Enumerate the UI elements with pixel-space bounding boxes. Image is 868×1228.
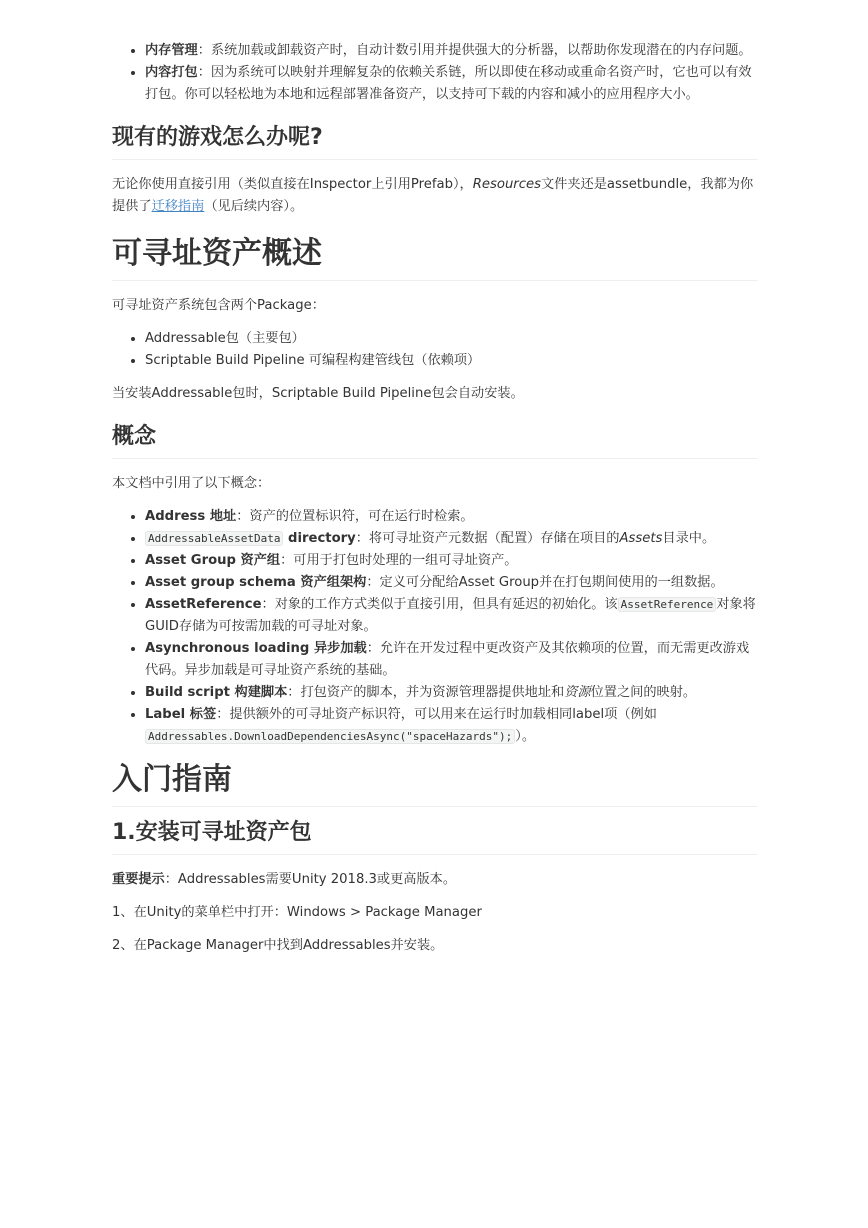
- list-item-text: ：系统加载或卸载资产时，自动计数引用并提供强大的分析器，以帮助你发现潜在的内存问题。: [197, 43, 752, 58]
- list-item: [145, 704, 757, 748]
- list-item-text: 对象将GUID存储为可按需加载的可寻址对象。: [145, 597, 756, 634]
- install-step-1: 1、在Unity的菜单栏中打开：Windows > Package Manager: [112, 905, 482, 920]
- list-item-text: 位置之间的映射。: [590, 685, 697, 700]
- list-item-lead: 内存管理: [145, 43, 198, 58]
- document-content: [112, 40, 757, 957]
- section-heading-overview: 可寻址资产概述: [112, 234, 757, 281]
- important-note: [112, 869, 757, 891]
- list-item: [145, 638, 757, 682]
- list-item: • Scriptable Build Pipeline 可编程构建管线包（依赖项）: [145, 350, 757, 372]
- list-item-lead: Build script 构建脚本: [145, 685, 288, 700]
- list-item: [145, 682, 757, 704]
- list-item-text: ：提供额外的可寻址资产标识符，可以用来在运行时加载相同label项（例如: [216, 707, 657, 722]
- resources-emphasis: Resources: [472, 177, 541, 192]
- list-item: [145, 594, 757, 638]
- list-item-text: 目录中。: [662, 531, 716, 546]
- inline-code: AddressableAssetData: [145, 531, 283, 546]
- list-item-text: ：资产的位置标识符，可在运行时检索。: [236, 509, 474, 524]
- important-lead: 重要提示: [112, 872, 165, 887]
- list-item-text: ：可用于打包时处理的一组可寻址资产。: [280, 553, 518, 568]
- package-list: [112, 328, 757, 372]
- list-item-lead: Asynchronous loading 异步加载: [145, 641, 367, 656]
- list-item-text: ）。: [515, 729, 536, 744]
- inline-code: AssetReference: [618, 597, 717, 612]
- install-step-2: 2、在Package Manager中找到Addressables并安装。: [112, 938, 444, 953]
- existing-games-paragraph: [112, 174, 757, 218]
- section-heading-concepts: 概念: [112, 421, 757, 459]
- overview-note: 当安装Addressable包时，Scriptable Build Pipeline包会自动安装。: [112, 386, 524, 401]
- list-item-text: ：将可寻址资产元数据（配置）存储在项目的: [355, 531, 620, 546]
- list-item: [145, 62, 757, 106]
- intro-feature-list: [112, 40, 757, 106]
- important-text: ：Addressables需要Unity 2018.3或更高版本。: [164, 872, 457, 887]
- resource-emphasis: 资源: [564, 685, 591, 700]
- list-item-text: ：因为系统可以映射并理解复杂的依赖关系链，所以即使在移动或重命名资产时，它也可以有效打包。你可以轻松地为本地和远程部署准备资产，以支持可下载的内容和减小的应用程序大小。: [145, 65, 752, 102]
- concepts-list: [112, 506, 757, 748]
- assets-emphasis: Assets: [619, 531, 663, 546]
- list-item: [145, 572, 757, 594]
- list-item: • Addressable包（主要包）: [145, 328, 757, 350]
- inline-code: Addressables.DownloadDependenciesAsync("spaceHazards");: [145, 729, 515, 744]
- list-item-lead: 内容打包: [145, 65, 198, 80]
- list-item: [145, 528, 757, 550]
- migration-guide-link[interactable]: 迁移指南: [151, 199, 205, 214]
- section-heading-existing-games: 现有的游戏怎么办呢?: [112, 122, 757, 160]
- list-item-lead: Address 地址: [145, 509, 237, 524]
- list-item: [145, 550, 757, 572]
- list-item-lead: Asset group schema 资产组架构: [145, 575, 367, 590]
- concepts-intro: 本文档中引用了以下概念：: [112, 476, 271, 491]
- list-item-lead: Asset Group 资产组: [145, 553, 281, 568]
- sub-heading-install: 1.安装可寻址资产包: [112, 817, 757, 855]
- list-item-text: ：打包资产的脚本，并为资源管理器提供地址和: [287, 685, 565, 700]
- overview-intro: 可寻址资产系统包含两个Package：: [112, 298, 325, 313]
- list-item-text: ：允许在开发过程中更改资产及其依赖项的位置，而无需更改游戏代码。异步加载是可寻址资产系统的基础。: [145, 641, 750, 678]
- list-item: [145, 40, 757, 62]
- list-item: [145, 506, 757, 528]
- list-item-text: ：定义可分配给Asset Group并在打包期间使用的一组数据。: [366, 575, 724, 590]
- section-heading-getting-started: 入门指南: [112, 760, 757, 807]
- list-item-lead: AssetReference: [145, 597, 262, 612]
- list-item-lead: directory: [283, 531, 356, 546]
- paragraph-text: 文件夹还是assetbundle，我都为你提供了: [112, 177, 754, 214]
- paragraph-text: （见后续内容）。: [204, 199, 304, 214]
- list-item-lead: Label 标签: [145, 707, 217, 722]
- paragraph-text: 无论你使用直接引用（类似直接在Inspector上引用Prefab），: [112, 177, 473, 192]
- list-item-text: ：对象的工作方式类似于直接引用，但具有延迟的初始化。该: [261, 597, 618, 612]
